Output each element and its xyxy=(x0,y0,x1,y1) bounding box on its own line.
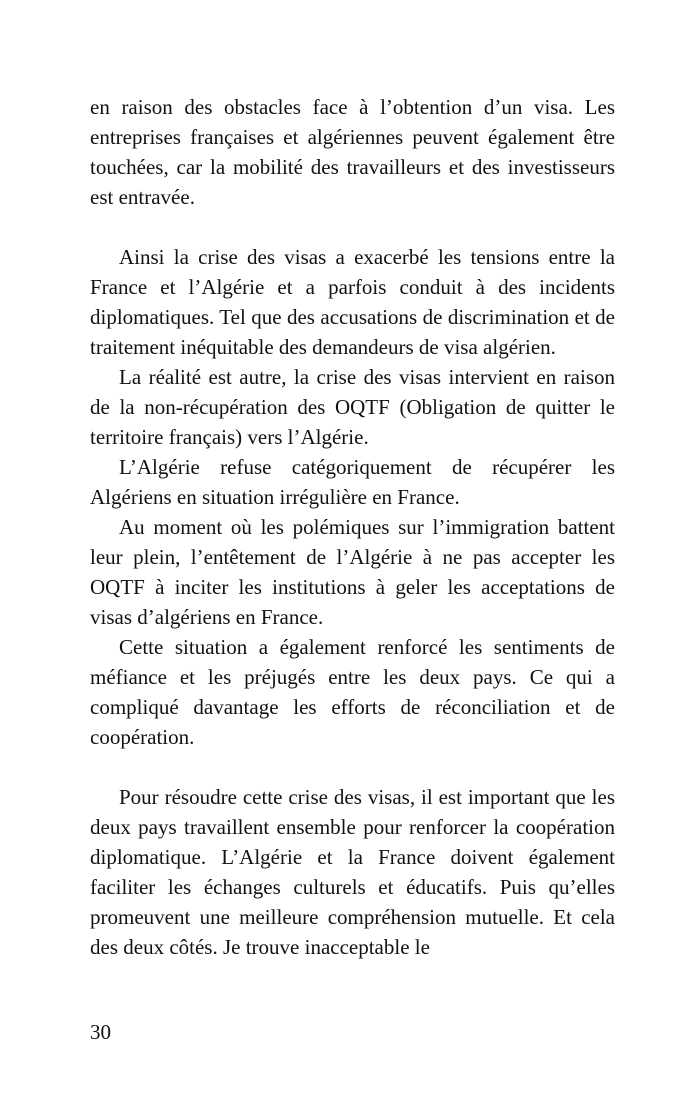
paragraph-polemiques-immigration: Au moment où les polémiques sur l’immigration battent leur plein, l’entêtement de l’Algérie à ne pas accepter les OQTF à inciter les institutions à geler les acceptations de visas d’algériens en France. xyxy=(90,515,615,629)
paragraph-mefiance-prejuges: Cette situation a également renforcé les sentiments de méfiance et les préjugés entre les deux pays. Ce qui a compliqué davantage les efforts de réconciliation et de coopération. xyxy=(90,635,615,749)
paragraph-continued: en raison des obstacles face à l’obtention d’un visa. Les entreprises françaises et algériennes peuvent également être touchées, car la mobilité des travailleurs et des investisseurs est entravée. xyxy=(90,95,615,209)
page-number: 30 xyxy=(90,1020,111,1044)
paragraph-realite-oqtf: La réalité est autre, la crise des visas intervient en raison de la non-récupération des OQTF (Obligation de quitter le territoire français) vers l’Algérie. xyxy=(90,365,615,449)
paragraph-crise-tensions: Ainsi la crise des visas a exacerbé les tensions entre la France et l’Algérie et a parfois conduit à des incidents diplomatiques. Tel que des accusations de discrimination et de traitement inéquitable des demandeurs de visa algérien. xyxy=(90,245,615,359)
paragraph-resoudre-crise: Pour résoudre cette crise des visas, il est important que les deux pays travaillent ensemble pour renforcer la coopération diplomatique. L’Algérie et la France doivent également faciliter les échanges culturels et éducatifs. Puis qu’elles promeuvent une meilleure compréhension mutuelle. Et cela des deux côtés. Je trouve inacceptable le xyxy=(90,785,615,959)
paragraph-algerie-refuse: L’Algérie refuse catégoriquement de récupérer les Algériens en situation irrégulière en France. xyxy=(90,455,615,509)
page-body xyxy=(90,92,615,962)
